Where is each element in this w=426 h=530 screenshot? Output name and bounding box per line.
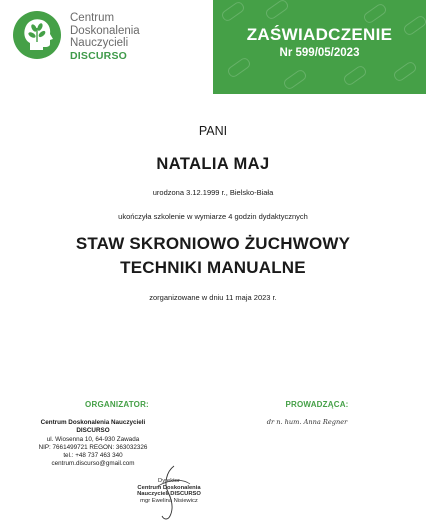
recipient-name: NATALIA MAJ: [156, 155, 270, 173]
stamp-line-1: Dyrektor: [158, 478, 180, 484]
organizer-label: ORGANIZATOR:: [85, 400, 149, 409]
organizer-ids: NIP: 7661499721 REGON: 363032326: [38, 443, 148, 451]
decorative-pill: [264, 0, 290, 21]
decorative-pill: [226, 56, 252, 79]
organizer-name-line-1: Centrum Doskonalenia Nauczycieli: [40, 419, 146, 426]
organized-date: zorganizowane w dniu 11 maja 2023 r.: [149, 293, 277, 302]
decorative-pill: [362, 2, 388, 25]
stamp-line-4: mgr Ewelina Nisiewicz: [140, 497, 198, 504]
completion-statement: ukończyła szkolenie w wymiarze 4 godzin dydaktycznych: [118, 212, 308, 221]
head-profile-with-leaves-icon: [12, 10, 62, 60]
stamp-line-3: Nauczycieli DISCURSO: [137, 491, 201, 498]
lead-label: PROWADZĄCA:: [285, 400, 349, 409]
decorative-pill: [342, 64, 368, 87]
certificate-title: ZAŚWIADCZENIE: [246, 25, 393, 44]
certificate-banner: [213, 0, 426, 94]
certificate-number: Nr 599/05/2023: [279, 47, 360, 59]
organizer-email: centrum.discurso@gmail.com: [51, 460, 135, 468]
course-title-line-2: TECHNIKI MANUALNE: [120, 258, 306, 277]
organizer-name-line-2: DISCURSO: [76, 427, 110, 435]
decorative-pill: [220, 0, 246, 23]
logo-line-4: DISCURSO: [70, 49, 128, 62]
birth-details: urodzona 3.12.1999 r., Bielsko-Biała: [152, 188, 274, 197]
logo-wordmark: [70, 12, 140, 62]
logo-line-2: Doskonalenia: [70, 24, 140, 37]
organizer-phone: tel.: +48 737 463 340: [63, 452, 123, 460]
decorative-pill: [392, 60, 418, 83]
director-stamp: [132, 478, 206, 504]
logo-line-3: Nauczycieli: [70, 37, 129, 49]
logo-line-1: Centrum: [70, 12, 115, 24]
organizer-address: ul. Wiosenna 10, 64-930 Zawada: [46, 435, 140, 443]
decorative-pill: [282, 68, 308, 91]
salutation: PANI: [198, 124, 228, 138]
organization-logo: [12, 10, 212, 62]
stamp-line-2: Centrum Doskonalenia: [137, 484, 201, 491]
course-title-line-1: STAW SKRONIOWO ŻUCHWOWY: [75, 234, 351, 253]
lead-name: dr n. hum. Anna Regner: [266, 418, 348, 426]
